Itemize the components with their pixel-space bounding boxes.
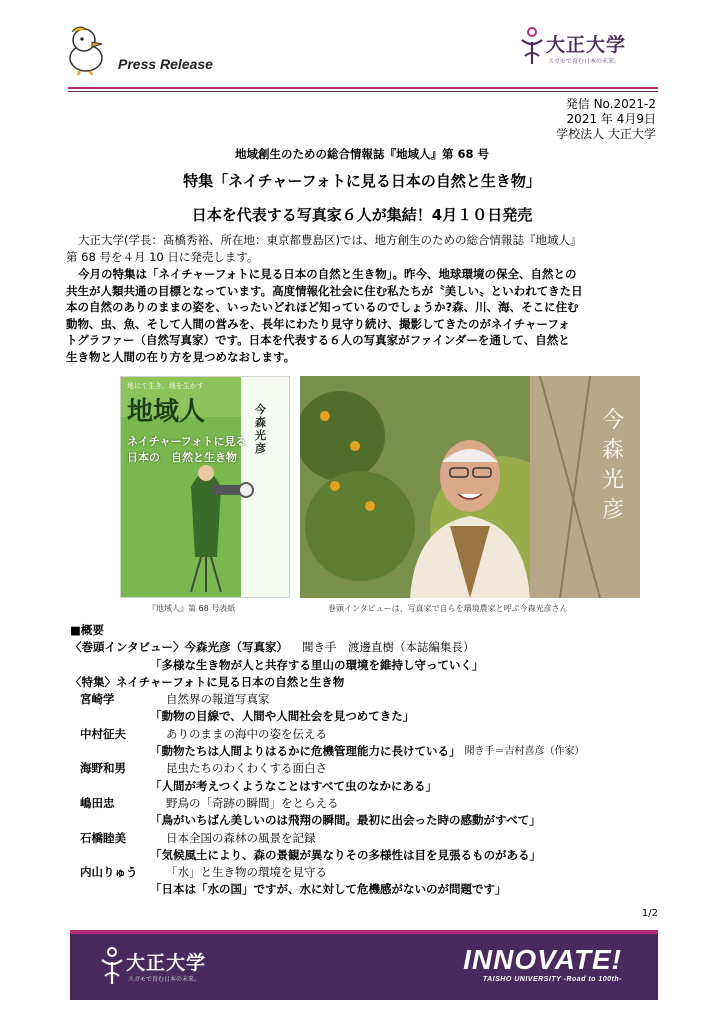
university-emblem-icon	[100, 946, 124, 986]
intro-line: トグラファー（自然写真家）です。日本を代表する６人の写真家がファインダーを通して、自然と	[66, 333, 570, 347]
cover-name: 今森光彦	[255, 403, 266, 455]
interview-host: 聞き手 渡邊直樹（本誌編集長）	[302, 640, 475, 655]
article-note: 聞き手＝吉村喜彦（作家）	[464, 746, 585, 758]
list-item	[70, 795, 670, 812]
overview-section	[70, 622, 670, 899]
list-item	[70, 864, 670, 881]
list-item	[70, 726, 670, 743]
logo-tagline: スガモで育む日本の未来。	[548, 58, 621, 65]
article-title	[70, 708, 670, 725]
photographer-desc: 日本全国の森林の風景を記録	[166, 830, 316, 845]
interview-row	[70, 639, 670, 656]
photographer-name: 宮崎学	[80, 692, 115, 707]
portrait-photo	[300, 376, 640, 598]
release-date: 2021 年 4月9日	[566, 112, 656, 126]
article-quote: 「気候風土により、森の景観が異なりその多様性は目を見張るものがある」	[150, 847, 541, 862]
article-quote: 「動物たちは人間よりはるかに危機管理能力に長けている」	[150, 744, 461, 759]
photographer-name: 内山りゅう	[80, 865, 138, 880]
interview-label: 〈巻頭インタビュー〉今森光彦（写真家）	[70, 640, 289, 655]
cover-title: 地域人	[127, 397, 206, 427]
intro-line: 本の自然のありのままの姿を、いったいどれほど知っているのでしょうか?森、川、海、そこに住む	[66, 300, 579, 314]
list-item	[70, 830, 670, 847]
cover-caption: 『地域人』第 68 号表紙	[148, 604, 236, 613]
article-quote: 「動物の目線で、人間や人間社会を見つめてきた」	[150, 709, 415, 724]
article-title	[70, 847, 670, 864]
article-quote: 「日本は「水の国」ですが、水に対して危機感がないのが問題です」	[150, 882, 507, 897]
duck-mascot-icon	[62, 24, 112, 76]
intro-line: 動物、虫、魚、そして人間の営みを、長年にわたり見守り続け、撮影してきたのがネイチャーフォ	[66, 316, 570, 331]
feature-label: 〈特集〉ネイチャーフォトに見る日本の自然と生き物	[70, 674, 345, 689]
release-issuer: 学校法人 大正大学	[556, 127, 656, 141]
photographer-desc: ありのままの海中の姿を伝える	[166, 726, 327, 741]
page-number: 1/2	[641, 908, 658, 919]
release-title: 日本を代表する写真家６人が集結！4月１０日発売	[191, 206, 533, 224]
article-title	[70, 743, 670, 760]
article-quote: 「鳥がいちばん美しいのは飛翔の瞬間。最初に出会った時の感動がすべて」	[150, 813, 541, 828]
intro-line: 今月の特集は「ネイチャーフォトに見る日本の自然と生き物」。昨今、地球環境の保全、自然との	[78, 267, 577, 281]
article-title	[70, 778, 670, 795]
article-title	[70, 881, 670, 898]
intro-line: 第 68 号を４月 10 日に発売します。	[66, 249, 259, 264]
intro-paragraph-2	[66, 266, 660, 365]
header-rule-purple	[68, 91, 658, 92]
cover-headline-2: 日本の 自然と生き物	[127, 451, 237, 464]
release-number: 発信 No.2021-2	[565, 97, 656, 111]
interview-title: 「多様な生き物が人と共存する里山の環境を維持し守っていく」	[150, 657, 484, 672]
magazine-subtitle: 地域創生のための総合情報誌『地域人』第 68 号	[234, 147, 489, 161]
release-meta	[556, 97, 656, 142]
innovate-slogan: INNOVATE!	[463, 944, 622, 975]
footer-stripe	[70, 930, 658, 934]
press-release-label: Press Release	[118, 56, 213, 72]
photographer-desc: 野鳥の「奇跡の瞬間」をとらえる	[166, 795, 339, 810]
list-item	[70, 691, 670, 708]
footer-wordmark: 大正大学	[126, 952, 207, 974]
overview-heading: ■概要	[70, 623, 104, 637]
photographer-name: 海野和男	[80, 761, 126, 776]
header-rule-magenta	[68, 87, 658, 89]
intro-line: 生き物と人間の在り方を見つめなおします。	[66, 349, 296, 364]
logo-wordmark: 大正大学	[546, 34, 627, 56]
feature-title: 特集「ネイチャーフォトに見る日本の自然と生き物」	[183, 172, 541, 190]
university-emblem-icon	[520, 26, 544, 66]
footer-logo	[100, 948, 220, 988]
photographer-desc: 自然界の報道写真家	[166, 692, 270, 707]
photographer-name: 嶋田忠	[80, 795, 115, 810]
university-logo	[520, 26, 660, 72]
cover-tagline: 地にて生き、地を生かす	[127, 382, 204, 390]
footer-tagline: スガモで育む日本の未来。	[128, 976, 201, 983]
intro-line: 大正大学(学長：髙橋秀裕、所在地：東京都豊島区)では、地方創生のための総合情報誌『地域人』	[78, 233, 582, 247]
photographer-name: 中村征夫	[80, 726, 126, 741]
photographer-desc: 「水」と生き物の環境を見守る	[166, 865, 327, 880]
page-header	[0, 0, 724, 100]
article-title	[70, 812, 670, 829]
article-quote: 「人間が考えつくようなことはすべて虫のなかにある」	[150, 778, 438, 793]
cover-headline-1: ネイチャーフォトに見る	[127, 435, 247, 448]
photo-caption: 巻頭インタビューは、写真家で自らを環境農家と呼ぶ今森光彦さん	[328, 604, 568, 613]
photo-vertical-name: 今森光彦	[601, 408, 624, 523]
photographer-name: 石橋睦美	[80, 830, 126, 845]
intro-line: 共生が人類共通の目標となっています。高度情報化社会に住む私たちが〝美しい〟といわれてきた日	[66, 283, 583, 298]
photographer-desc: 昆虫たちのわくわくする面白さ	[166, 761, 327, 776]
magazine-cover-image	[120, 376, 290, 598]
list-item	[70, 760, 670, 777]
intro-paragraph-1	[66, 232, 660, 265]
page-footer	[70, 930, 658, 1000]
innovate-subline: TAISHO UNIVERSITY -Road to 100th-	[482, 976, 622, 983]
